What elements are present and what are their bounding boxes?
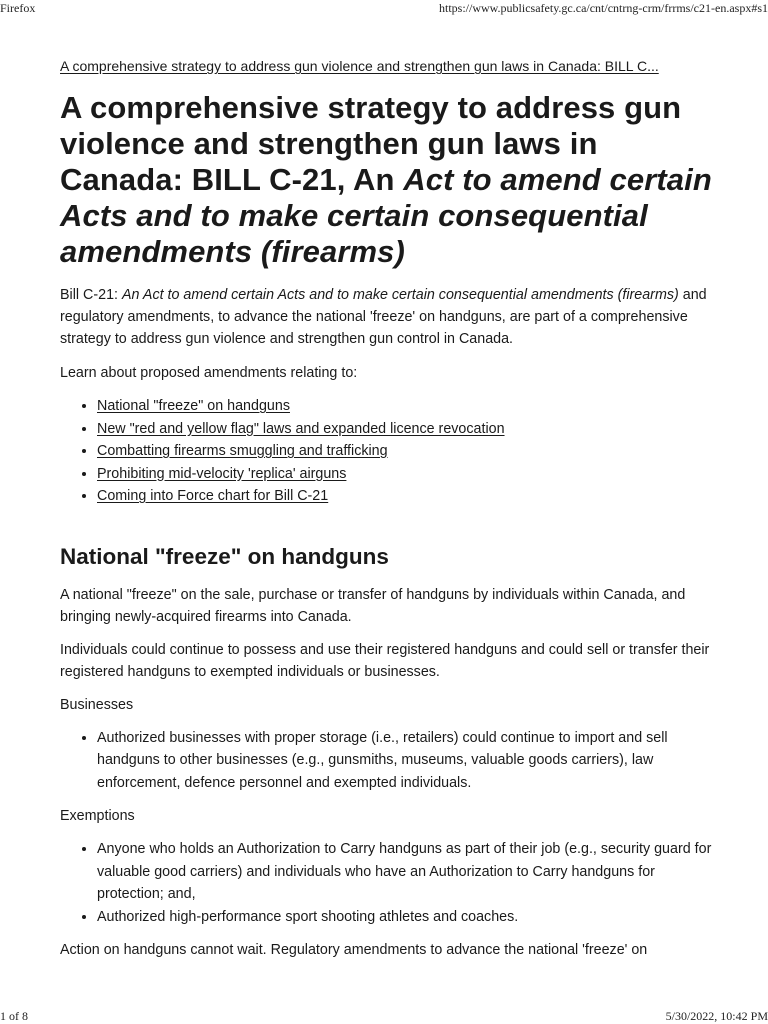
page-title-italic: Act to amend certain Acts and to make certain consequential amendments (firearms) xyxy=(60,162,712,269)
intro-paragraph xyxy=(60,284,720,350)
exemptions-list xyxy=(60,838,720,928)
list-item: • Authorized high-performance sport shooting athletes and coaches. xyxy=(97,906,720,929)
page-url: https://www.publicsafety.gc.ca/cnt/cntrng-crm/frrms/c21-en.aspx#s1 xyxy=(438,1,768,15)
list-item xyxy=(97,418,720,441)
breadcrumb xyxy=(60,56,720,76)
browser-name: Firefox xyxy=(0,1,36,15)
amendments-link-list xyxy=(60,395,720,508)
link-replica-airguns[interactable]: Prohibiting mid-velocity 'replica' airguns xyxy=(97,465,347,482)
print-timestamp: 5/30/2022, 10:42 PM xyxy=(665,1009,768,1023)
page-content xyxy=(60,56,720,961)
link-national-freeze[interactable]: National "freeze" on handguns xyxy=(97,398,290,414)
list-item xyxy=(97,395,720,418)
businesses-list xyxy=(60,727,720,795)
learn-about-text: Learn about proposed amendments relating to: xyxy=(60,365,358,381)
list-item xyxy=(97,463,720,486)
section-paragraph: Individuals could continue to possess and use their registered handguns and could sell or transfer their registered handguns to exempted individuals or businesses. xyxy=(60,641,710,680)
section-heading: National "freeze" on handguns xyxy=(60,543,389,569)
section-paragraph: Action on handguns cannot wait. Regulatory amendments to advance the national 'freeze' on xyxy=(60,942,648,958)
page-title-plain: A comprehensive strategy to address gun violence and strengthen gun laws in Canada: BILL C-21, An xyxy=(60,90,682,197)
exemptions-label: Exemptions xyxy=(60,808,135,824)
list-item: • Anyone who holds an Authorization to Carry handguns as part of their job (e.g., security guard for valuable good carriers) and individuals who have an Authorization to Carry handguns for protection; and, xyxy=(97,838,720,906)
intro-prefix: Bill C-21: xyxy=(60,287,122,303)
list-item xyxy=(97,485,720,508)
list-item: • Authorized businesses with proper storage (i.e., retailers) could continue to import and sell handguns to other businesses (e.g., gunsmiths, museums, valuable goods carriers), law enforcement, defence personnel and exempted individuals. xyxy=(97,727,720,795)
page-number: 1 of 8 xyxy=(0,1009,28,1023)
print-header xyxy=(0,0,768,16)
link-coming-into-force[interactable]: Coming into Force chart for Bill C-21 xyxy=(97,488,329,504)
breadcrumb-link[interactable]: A comprehensive strategy to address gun violence and strengthen gun laws in Canada: BILL C... xyxy=(60,58,659,74)
page-title xyxy=(60,90,720,270)
section-paragraph: A national "freeze" on the sale, purchase or transfer of handguns by individuals within Canada, and bringing newly-acquired firearms into Canada. xyxy=(60,586,686,625)
businesses-label: Businesses xyxy=(60,696,134,713)
list-item xyxy=(97,440,720,463)
intro-rest: and regulatory amendments, to advance the national 'freeze' on handguns, are part of a comprehensive strategy to address gun violence and strengthen gun control in Canada. xyxy=(60,287,707,347)
link-red-yellow-flag[interactable]: New "red and yellow flag" laws and expanded licence revocation xyxy=(97,420,505,437)
print-footer xyxy=(0,1008,768,1024)
intro-bill-title: An Act to amend certain Acts and to make certain consequential amendments (firearms) xyxy=(121,287,679,303)
link-smuggling-trafficking[interactable]: Combatting firearms smuggling and trafficking xyxy=(97,443,388,459)
